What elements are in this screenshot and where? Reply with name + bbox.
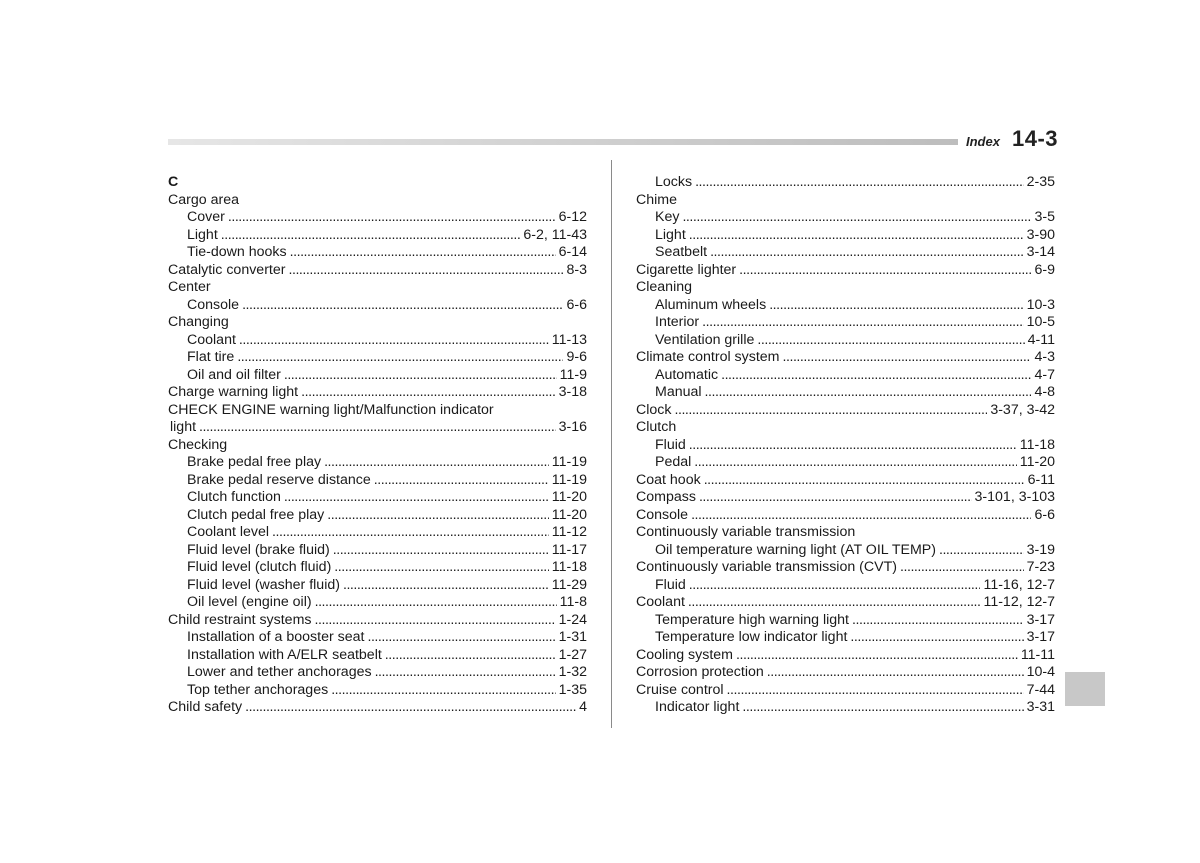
index-entry (636, 699, 1055, 717)
entry-page-ref: 4 (579, 699, 587, 715)
entry-term: Chime (636, 191, 677, 208)
entry-term: Oil and oil filter (187, 366, 281, 383)
index-entry (636, 402, 1055, 420)
entry-page-ref: 11-9 (559, 366, 587, 383)
index-entry (636, 489, 1055, 507)
index-entry (168, 682, 587, 700)
entry-page-ref: 10-3 (1026, 296, 1055, 313)
entry-term: Automatic (655, 366, 719, 383)
entry-page-ref: 3-19 (1026, 541, 1055, 558)
entry-page-ref: 3-14 (1026, 244, 1055, 260)
entry-term: light (170, 419, 197, 435)
dot-leader (367, 629, 555, 647)
entry-term: Indicator light (655, 699, 740, 715)
index-entry (636, 367, 1055, 385)
index-entry (168, 454, 587, 472)
entry-term: Cover (187, 209, 225, 225)
dot-leader (727, 682, 1024, 700)
entry-page-ref: 11-20 (551, 506, 587, 523)
index-entry (636, 524, 1055, 542)
dot-leader (939, 542, 1024, 560)
dot-leader (900, 559, 1024, 577)
entry-page-ref: 3-18 (558, 384, 587, 400)
dot-leader (695, 174, 1024, 192)
dot-leader (315, 594, 557, 612)
index-entry (636, 384, 1055, 402)
entry-page-ref: 3-17 (1026, 611, 1055, 628)
entry-page-ref: 1-35 (558, 681, 587, 698)
entry-term: Fluid level (washer fluid) (187, 576, 340, 593)
dot-leader (682, 209, 1031, 227)
dot-leader (689, 577, 981, 595)
entry-term: Changing (168, 314, 229, 330)
entry-term: Coolant (636, 594, 685, 610)
dot-leader (710, 244, 1024, 262)
dot-leader (245, 699, 576, 717)
entry-term: Light (187, 226, 218, 243)
entry-term: Climate control system (636, 349, 780, 365)
index-entry (636, 314, 1055, 332)
dot-leader (237, 349, 563, 367)
entry-term: CHECK ENGINE warning light/Malfunction indicator (168, 401, 494, 418)
entry-page-ref: 7-44 (1026, 681, 1055, 698)
dot-leader (721, 367, 1031, 385)
index-entry (636, 664, 1055, 682)
entry-page-ref: 3-37, 3-42 (990, 401, 1055, 418)
index-entry (636, 629, 1055, 647)
dot-leader (301, 384, 555, 402)
index-entry (636, 349, 1055, 367)
entry-page-ref: 11-16, 12-7 (983, 576, 1055, 593)
dot-leader (705, 384, 1032, 402)
entry-page-ref: 11-12, 12-7 (983, 594, 1055, 610)
dot-leader (739, 262, 1031, 280)
index-entry (636, 332, 1055, 350)
entry-page-ref: 4-7 (1034, 366, 1055, 383)
index-entry (168, 472, 587, 490)
entry-page-ref: 3-31 (1026, 699, 1055, 715)
dot-leader (699, 489, 972, 507)
entry-term: Fluid (655, 576, 686, 593)
index-entry (168, 262, 587, 280)
entry-term: Fluid (655, 436, 686, 453)
entry-page-ref: 3-5 (1034, 209, 1055, 225)
entry-page-ref: 11-18 (551, 559, 587, 575)
index-entry (168, 559, 587, 577)
index-entry (168, 349, 587, 367)
entry-page-ref: 6-14 (558, 244, 587, 260)
entry-page-ref: 11-12 (551, 524, 587, 540)
dot-leader (385, 647, 556, 665)
entry-page-ref: 11-20 (551, 489, 587, 505)
entry-term: Compass (636, 489, 696, 505)
header-rule (168, 139, 958, 145)
entry-page-ref: 6-2, 11-43 (523, 226, 587, 243)
index-entry (168, 594, 587, 612)
index-entry (168, 437, 587, 455)
entry-term: Child restraint systems (168, 611, 312, 628)
entry-term: Corrosion protection (636, 664, 764, 680)
index-letter-heading (168, 174, 587, 192)
entry-page-ref: 9-6 (566, 349, 587, 365)
entry-page-ref: 11-29 (551, 576, 587, 593)
entry-term: Coat hook (636, 471, 701, 488)
entry-term: Ventilation grille (655, 331, 755, 348)
index-entry (636, 437, 1055, 455)
index-entry (168, 524, 587, 542)
dot-leader (284, 367, 557, 385)
dot-leader (272, 524, 549, 542)
entry-term: Cleaning (636, 279, 693, 295)
index-entry (636, 192, 1055, 210)
dot-leader (674, 402, 987, 420)
entry-term: Lower and tether anchorages (187, 664, 372, 680)
entry-page-ref: 11-19 (551, 454, 587, 470)
index-entry (168, 629, 587, 647)
dot-leader (333, 542, 549, 560)
index-entry (168, 244, 587, 262)
dot-leader (689, 227, 1024, 245)
entry-page-ref: 4-8 (1034, 384, 1055, 400)
index-entry (636, 577, 1055, 595)
entry-page-ref: 10-4 (1026, 664, 1055, 680)
entry-page-ref: 11-18 (1019, 436, 1055, 453)
dot-leader (691, 507, 1031, 525)
index-entry (168, 612, 587, 630)
dot-leader (327, 507, 549, 525)
entry-page-ref: 4-3 (1034, 349, 1055, 365)
dot-leader (324, 454, 549, 472)
dot-leader (284, 489, 549, 507)
index-entry (168, 279, 587, 297)
entry-term: Cargo area (168, 191, 239, 208)
thumb-index-tab (1065, 672, 1105, 706)
entry-term: Locks (655, 174, 693, 190)
dot-leader (704, 472, 1025, 490)
dot-leader (239, 332, 549, 350)
index-column-left (168, 174, 587, 717)
dot-leader (783, 349, 1032, 367)
dot-leader (290, 244, 556, 262)
dot-leader (694, 454, 1016, 472)
dot-leader (850, 629, 1023, 647)
index-entry (168, 419, 587, 437)
entry-term: Flat tire (187, 349, 235, 365)
dot-leader (228, 209, 556, 227)
entry-page-ref: 11-8 (559, 594, 587, 610)
dot-leader (742, 699, 1023, 717)
entry-term: Cigarette lighter (636, 261, 737, 278)
entry-term: Top tether anchorages (187, 681, 329, 698)
dot-leader (331, 682, 555, 700)
index-entry (168, 384, 587, 402)
index-entry (168, 577, 587, 595)
entry-page-ref: 6-6 (1034, 506, 1055, 523)
dot-leader (702, 314, 1023, 332)
dot-leader (852, 612, 1024, 630)
entry-term: Fluid level (clutch fluid) (187, 559, 332, 575)
header-page-number: 14-3 (1012, 126, 1059, 151)
index-entry (636, 279, 1055, 297)
index-entry (168, 699, 587, 717)
index-entry (636, 472, 1055, 490)
entry-page-ref: 6-11 (1027, 471, 1055, 488)
entry-term: Aluminum wheels (655, 296, 767, 313)
index-entry (636, 542, 1055, 560)
entry-page-ref: 1-31 (558, 629, 587, 645)
entry-term: Continuously variable transmission (636, 524, 856, 540)
index-entry (636, 507, 1055, 525)
entry-term: Pedal (655, 454, 692, 470)
entry-page-ref: 6-9 (1034, 261, 1055, 278)
entry-page-ref: 10-5 (1026, 314, 1055, 330)
dot-leader (689, 437, 1017, 455)
dot-leader (736, 647, 1018, 665)
entry-page-ref: 7-23 (1026, 559, 1055, 575)
entry-term: Temperature low indicator light (655, 629, 848, 645)
dot-leader (343, 577, 549, 595)
dot-leader (374, 472, 549, 490)
index-entry (168, 507, 587, 525)
entry-term: Console (187, 296, 240, 313)
entry-term: Installation of a booster seat (187, 629, 365, 645)
dot-leader (757, 332, 1024, 350)
entry-page-ref: 11-13 (551, 331, 587, 348)
entry-term: Clutch function (187, 489, 281, 505)
entry-term: Oil temperature warning light (AT OIL TEMP) (655, 541, 936, 558)
entry-term: Fluid level (brake fluid) (187, 541, 330, 558)
index-entry (168, 647, 587, 665)
entry-term: Center (168, 279, 211, 295)
entry-term: Coolant (187, 331, 236, 348)
index-entry (636, 682, 1055, 700)
entry-page-ref: 3-17 (1026, 629, 1055, 645)
entry-term: Brake pedal reserve distance (187, 471, 371, 488)
entry-page-ref: 11-11 (1020, 646, 1055, 663)
entry-term: Checking (168, 436, 228, 453)
entry-term: Continuously variable transmission (CVT) (636, 559, 897, 575)
entry-page-ref: 1-27 (558, 646, 587, 663)
index-entry (636, 647, 1055, 665)
index-entry (636, 297, 1055, 315)
entry-page-ref: 3-16 (558, 419, 587, 435)
index-entry (168, 542, 587, 560)
index-entry (636, 419, 1055, 437)
entry-term: Cooling system (636, 646, 733, 663)
header-section-label: Index (966, 134, 1000, 149)
index-entry (636, 594, 1055, 612)
entry-term: Clock (636, 401, 672, 418)
index-entry (636, 227, 1055, 245)
entry-term: Interior (655, 314, 700, 330)
entry-term: Temperature high warning light (655, 611, 850, 628)
entry-term: Installation with A/ELR seatbelt (187, 646, 382, 663)
entry-page-ref: 1-24 (558, 611, 587, 628)
dot-leader (221, 227, 521, 245)
dot-leader (769, 297, 1023, 315)
entry-term: Brake pedal free play (187, 454, 322, 470)
column-divider (611, 160, 612, 728)
dot-leader (242, 297, 563, 315)
dot-leader (315, 612, 556, 630)
entry-term: Clutch (636, 419, 677, 435)
entry-page-ref: 11-19 (551, 471, 587, 488)
index-entry (636, 612, 1055, 630)
entry-page-ref: 2-35 (1026, 174, 1055, 190)
index-entry (168, 332, 587, 350)
entry-term: Light (655, 226, 686, 243)
entry-page-ref: 11-17 (551, 541, 587, 558)
index-entry (168, 297, 587, 315)
entry-term: Coolant level (187, 524, 270, 540)
dot-leader (375, 664, 556, 682)
dot-leader (334, 559, 548, 577)
index-entry (636, 559, 1055, 577)
index-entry (168, 367, 587, 385)
entry-page-ref: 11-20 (1019, 454, 1055, 470)
entry-term: Charge warning light (168, 384, 299, 400)
dot-leader (288, 262, 563, 280)
entry-term: Oil level (engine oil) (187, 594, 312, 610)
entry-term: Seatbelt (655, 244, 708, 260)
entry-page-ref: 6-12 (558, 209, 587, 225)
entry-term: Tie-down hooks (187, 244, 287, 260)
index-entry (168, 314, 587, 332)
index-entry (168, 489, 587, 507)
index-entry (636, 454, 1055, 472)
dot-leader (767, 664, 1024, 682)
index-entry (636, 174, 1055, 192)
entry-page-ref: 6-6 (566, 296, 587, 313)
entry-term: Child safety (168, 699, 243, 715)
dot-leader (199, 419, 556, 437)
entry-page-ref: 8-3 (566, 261, 587, 278)
index-entry (636, 244, 1055, 262)
entry-term: Manual (655, 384, 702, 400)
entry-page-ref: 1-32 (558, 664, 587, 680)
entry-term: Key (655, 209, 680, 225)
index-entry (168, 209, 587, 227)
entry-term: Catalytic converter (168, 261, 286, 278)
index-column-right (636, 174, 1055, 717)
entry-term: Console (636, 506, 689, 523)
index-entry (168, 192, 587, 210)
entry-page-ref: 3-101, 3-103 (974, 489, 1055, 505)
entry-page-ref: 4-11 (1027, 331, 1055, 348)
index-entry (636, 262, 1055, 280)
heading-text: C (168, 174, 179, 190)
entry-term: Clutch pedal free play (187, 506, 325, 523)
index-entry (168, 664, 587, 682)
index-entry (636, 209, 1055, 227)
index-entry (168, 227, 587, 245)
index-entry (168, 402, 587, 420)
entry-page-ref: 3-90 (1026, 226, 1055, 243)
dot-leader (688, 594, 981, 612)
entry-term: Cruise control (636, 681, 724, 698)
